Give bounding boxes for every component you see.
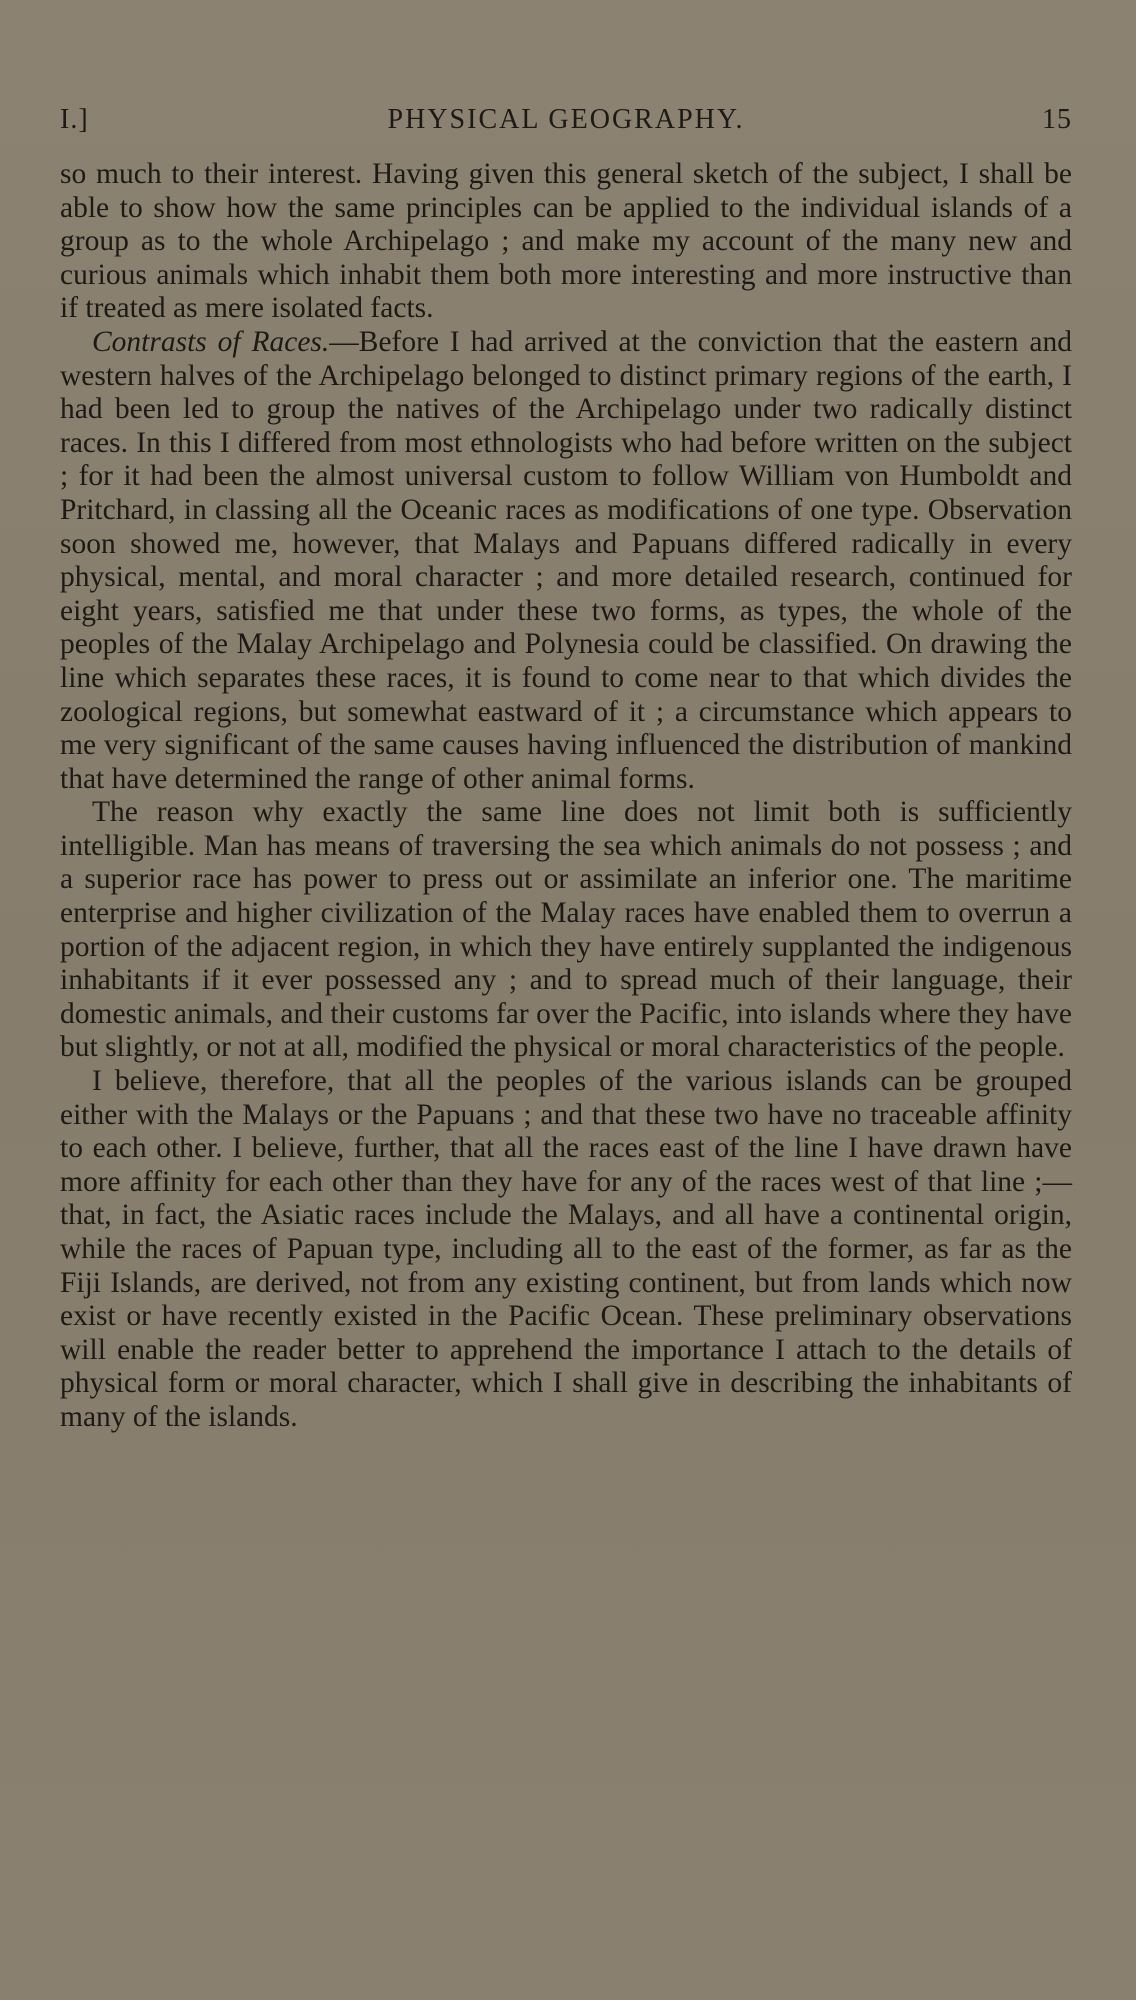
paragraph-contrasts-of-races (60, 326, 1072, 796)
paragraph-continuation: so much to their interest. Having given this general sketch of the subject, I shall be able to show how the same principles can be applied to the individual islands of a group as to the whole Archipelago ; and make my account of the many new and curious animals which inhabit them both more interesting and more instructive than if treated as mere isolated facts. (60, 158, 1072, 325)
paragraph-text: —Before I had arrived at the conviction that the eastern and western halves of the Archipelago belonged to distinct primary regions of the earth, I had been led to group the natives of the Archipelago under two radically distinct races. In this I differed from most ethnologists who had before written on the subject ; for it had been the almost universal custom to follow William von Humboldt and Pritchard, in classing all the Oceanic races as modifications of one type. Observation soon showed me, however, that Malays and Papuans differed radically in every physical, mental, and moral character ; and more detailed research, continued for eight years, satisfied me that under these two forms, as types, the whole of the peoples of the Malay Archipelago and Polynesia could be classified. On drawing the line which separates these races, it is found to come near to that which divides the zoological regions, but somewhat eastward of it ; a circumstance which appears to me very significant of the same causes having influenced the distribution of mankind that have determined the range of other animal forms. (60, 325, 1072, 795)
paragraph-belief: I believe, therefore, that all the peoples of the various islands can be grouped either with the Malays or the Papuans ; and that these two have no traceable affinity to each other. I believe, further, that all the races east of the line I have drawn have more affinity for each other than they have for any of the races west of that line ;—that, in fact, the Asiatic races include the Malays, and all have a continental origin, while the races of Papuan type, including all to the east of the former, as far as the Fiji Islands, are derived, not from any existing continent, but from lands which now exist or have recently existed in the Pacific Ocean. These preliminary observations will enable the reader better to apprehend the importance I attach to the details of physical form or moral character, which I shall give in describing the inhabitants of many of the islands. (60, 1065, 1072, 1433)
section-sidehead: Contrasts of Races. (92, 325, 330, 358)
running-head (60, 104, 1072, 144)
running-title: PHYSICAL GEOGRAPHY. (387, 104, 745, 135)
page-number: 15 (1042, 104, 1072, 135)
paragraph-reason: The reason why exactly the same line does not limit both is sufficiently intelligible. Man has means of traversing the sea which animals do not possess ; and a superior race has power to press out or assimilate an inferior one. The maritime enterprise and higher civilization of the Malay races have enabled them to overrun a portion of the adjacent region, in which they have entirely supplanted the indigenous inhabitants if it ever possessed any ; and to spread much of their language, their domestic animals, and their customs far over the Pacific, into islands where they have but slightly, or not at all, modified the physical or moral characteristics of the people. (60, 796, 1072, 1064)
chapter-number: I.] (60, 104, 89, 135)
body-text (60, 158, 1072, 1435)
